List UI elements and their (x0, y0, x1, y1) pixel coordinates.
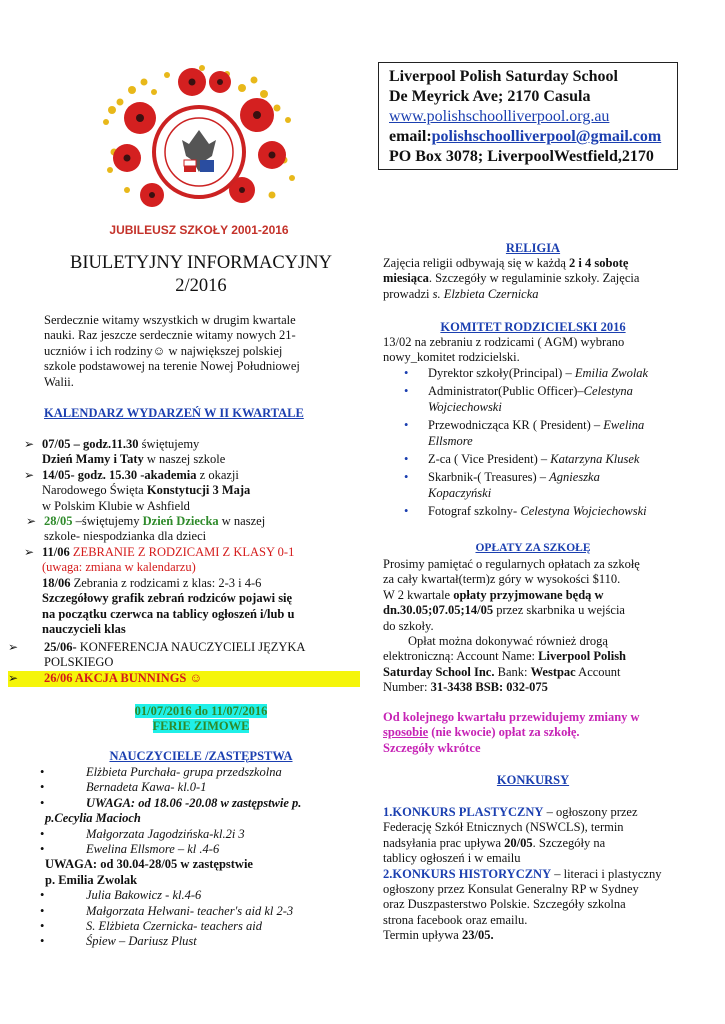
substitute-teacher: p.Cecylia Macioch (45, 811, 141, 826)
website-link[interactable]: www.polishschoolliverpool.org.au (389, 108, 610, 125)
event-text: z okazji (196, 468, 239, 482)
teachers-heading: NAUCZYCIELE /ZASTĘPSTWA (109, 749, 293, 763)
contest-title: 2.KONKURS HISTORYCZNY (383, 866, 552, 881)
committee-text: 13/02 na zebraniu z rodzicami ( AGM) wybrano (383, 335, 625, 349)
notice-text: (nie kwocie) opłat za szkołę. (428, 725, 580, 740)
school-address-box (378, 62, 678, 170)
intro-line: Walii. (44, 374, 74, 389)
bullet-icon: • (40, 888, 45, 903)
notice-text: Od kolejnego kwartału przewidujemy zmiany w (383, 710, 640, 724)
event-bunnings: 26/06 AKCJA BUNNINGS ☺ (44, 671, 203, 685)
event-text: świętujemy (138, 437, 200, 451)
list-item (404, 418, 694, 449)
list-item (404, 470, 694, 501)
bullet-icon: • (404, 452, 409, 467)
member-name: Celestyna (583, 384, 633, 399)
welcome-paragraph (44, 313, 364, 390)
fees-heading: OPŁATY ZA SZKOŁĘ (475, 542, 591, 554)
list-item (404, 366, 694, 381)
email-link[interactable]: polishschoolliverpool@gmail.com (431, 128, 662, 145)
member-role: Skarbnik-( Treasures) – (428, 470, 550, 485)
account-number: 31-3438 BSB: 032-075 (430, 680, 548, 695)
arrow-bullet-icon: ➢ (24, 545, 35, 559)
list-item (40, 765, 370, 780)
contests-paragraph (383, 805, 703, 944)
member-name: Agnieszka (549, 470, 600, 485)
contest-title: 1.KONKURS PLASTYCZNY (383, 805, 544, 819)
contest-text: tablicy ogłoszeń i w emailu (383, 851, 521, 866)
contest-text: Federację Szkół Etnicznych (NSWCLS), termin (383, 820, 624, 835)
po-box: PO Box 3078; LiverpoolWestfield,2170 (389, 148, 654, 165)
event-title: Dzień Dziecka (142, 514, 219, 528)
bullet-icon: • (40, 903, 45, 918)
member-role: Dyrektor szkoły(Principal) – (428, 366, 575, 380)
member-name: Katarzyna Klusek (550, 452, 640, 467)
teacher-entry: Małgorzata Jagodzińska-kl.2i 3 (86, 826, 245, 841)
contest-text: nadsyłania prac upływa (383, 835, 505, 850)
list-item (40, 888, 370, 903)
notice-text: Szczegóły wkrótce (383, 740, 481, 755)
bullet-icon: • (404, 504, 409, 519)
teacher-entry: Bernadeta Kawa- kl.0-1 (86, 780, 207, 795)
calendar-event (24, 437, 354, 468)
member-role: Przewodnicząca KR ( President) – (428, 418, 604, 433)
event-text: ZEBRANIE Z RODZICAMI Z KLASY 0-1 (69, 545, 295, 559)
fees-text: Opłat można dokonywać również drogą (383, 634, 608, 649)
bunnings-highlight (8, 671, 360, 687)
event-note: Szczegółowy grafik zebrań rodziców pojawi się (42, 591, 293, 606)
bulletin-title (40, 252, 362, 298)
list-item (40, 934, 370, 949)
event-text: w naszej szkole (143, 452, 226, 467)
notice-emphasis: sposobie (383, 725, 429, 740)
list-item (404, 504, 694, 519)
calendar-event (24, 468, 354, 514)
flower-wreath-emblem (92, 60, 307, 245)
holiday-label: FERIE ZIMOWE (152, 719, 250, 734)
arrow-bullet-icon: ➢ (26, 514, 37, 528)
jubilee-caption: JUBILEUSZ SZKOŁY 2001-2016 (109, 223, 289, 237)
teacher-entry: Elżbieta Purchała- grupa przedszkolna (86, 765, 282, 779)
holiday-dates: 01/07/2016 do 11/07/2016 (134, 704, 268, 718)
committee-intro (383, 335, 693, 366)
fee-change-notice (383, 710, 703, 756)
bank-name: Westpac (530, 664, 576, 679)
teacher-entry: Małgorzata Helwani- teacher's aid kl 2-3 (86, 903, 294, 918)
member-role: Z-ca ( Vice President) – (428, 452, 551, 467)
event-text: Zebrania z rodzicami z klas: 2-3 i 4-6 (70, 575, 262, 590)
event-text: w naszej (218, 514, 266, 528)
religion-paragraph (383, 256, 693, 302)
committee-members (404, 366, 694, 520)
winter-holidays (40, 704, 362, 735)
school-name: Liverpool Polish Saturday School (389, 68, 618, 85)
member-role: Administrator(Public Officer)– (428, 384, 584, 399)
event-date: 18/06 (42, 575, 71, 590)
event-date: 28/05 (44, 514, 73, 528)
member-name: Emilia Zwolak (574, 366, 649, 380)
fees-text: Prosimy pamiętać o regularnych opłatach za szkołę (383, 557, 640, 571)
teacher-entry: Julia Bakowicz - kl.4-6 (86, 888, 202, 903)
teacher-entry: Śpiew – Dariusz Plust (86, 934, 197, 949)
member-name: Kopaczyński (428, 485, 492, 500)
list-item (40, 796, 370, 811)
bullet-icon: • (404, 418, 409, 433)
substitution-note: UWAGA: od 18.06 -20.08 w zastępstwie p. (86, 795, 302, 810)
list-item (40, 780, 370, 795)
member-name: Wojciechowski (428, 399, 502, 414)
event-date: 11/06 (42, 545, 70, 559)
contest-text: . Szczegóły na (532, 835, 606, 850)
account-name: Liverpool Polish (538, 649, 627, 664)
committee-text: nowy_komitet rodzicielski. (383, 350, 520, 365)
fees-text: elektroniczną: Account Name: (383, 649, 539, 664)
fees-text: Number: (383, 680, 431, 695)
contest-text: Termin upływa (383, 928, 462, 943)
calendar-event (26, 514, 356, 545)
religion-text: . Szczegóły w regulaminie szkoły. Zajęcia (428, 271, 640, 286)
bullet-icon: • (40, 780, 45, 795)
religion-days: miesiąca (383, 271, 429, 286)
intro-line: Serdecznie witamy wszystkich w drugim kwartale (44, 313, 296, 327)
committee-heading: KOMITET RODZICIELSKI 2016 (440, 320, 626, 334)
event-text: POLSKIEGO (44, 655, 114, 670)
event-note: na początku czerwca na tablicy ogłoszeń i/lub u (42, 606, 295, 621)
list-item (404, 384, 694, 415)
event-date: 14/05- godz. 15.30 -akademia (42, 468, 197, 482)
email-label: email: (389, 128, 432, 145)
bulletin-title-line1: BIULETYJNY INFORMACYJNY (70, 253, 332, 273)
list-item (40, 842, 370, 857)
intro-line: szkole podstawowej na terenie Nowej Południowej (44, 359, 300, 374)
fees-text: do szkoły. (383, 618, 434, 633)
religion-days: 2 i 4 sobotę (569, 256, 629, 270)
teachers-list (40, 765, 370, 950)
event-text: KONFERENCJA NAUCZYCIELI JĘZYKA (76, 640, 306, 654)
event-text: szkole- niespodzianka dla dzieci (44, 529, 207, 544)
bullet-icon: • (40, 765, 45, 779)
list-item (40, 827, 370, 842)
fees-text: przez skarbnika u wejścia (493, 603, 625, 618)
list-item (40, 919, 370, 934)
event-date: 07/05 – godz.11.30 (42, 437, 139, 451)
contest-text: – ogłoszony przez (543, 805, 638, 819)
contest-text: oraz Duszpasterstwo Polskie. Szczegóły szkolna (383, 897, 626, 912)
bullet-icon: • (404, 470, 409, 485)
fees-text: W 2 kwartale (383, 587, 454, 602)
fees-text: za cały kwartał(term)z góry w wysokości $110. (383, 572, 621, 587)
fees-text: Bank: (494, 664, 531, 679)
bullet-icon: • (40, 826, 45, 841)
contest-deadline: 20/05 (504, 835, 533, 850)
bullet-icon: • (40, 934, 45, 949)
bullet-icon: • (404, 384, 409, 399)
event-title: Konstytucji 3 Maja (146, 483, 251, 498)
member-name: Celestyna Wojciechowski (520, 504, 647, 519)
event-note: nauczycieli klas (42, 622, 126, 637)
religion-text: prowadzi (383, 286, 433, 301)
event-note: (uwaga: zmiana w kalendarzu) (42, 560, 196, 575)
school-jubilee-logo (92, 60, 307, 245)
member-name: Ewelina (603, 418, 645, 433)
teacher-entry: S. Elżbieta Czernicka- teachers aid (86, 919, 263, 934)
intro-line: uczniów i ich rodziny☺ w największej polskiej (44, 343, 283, 358)
fees-dates: dn.30.05;07.05;14/05 (383, 603, 494, 618)
fees-paragraph (383, 557, 698, 696)
calendar-event (8, 640, 358, 671)
contests-heading: KONKURSY (496, 773, 570, 787)
school-street: De Meyrick Ave; 2170 Casula (389, 88, 591, 105)
religion-heading: RELIGIA (505, 241, 561, 255)
list-item (404, 452, 694, 467)
religion-text: Zajęcia religii odbywają się w każdą (383, 256, 570, 270)
calendar-event (24, 545, 364, 637)
event-text: –świętujemy (72, 514, 143, 528)
contest-text: strona facebook oraz emailu. (383, 912, 528, 927)
arrow-bullet-icon: ➢ (24, 437, 35, 451)
list-item (40, 904, 370, 919)
contest-deadline: 23/05. (461, 928, 494, 943)
account-name: Saturday School Inc. (383, 664, 495, 679)
substitute-teacher: p. Emilia Zwolak (45, 872, 138, 887)
fees-emphasis: opłaty przyjmowane będą w (453, 587, 604, 602)
religion-teacher: s. Elzbieta Czernicka (432, 286, 539, 301)
arrow-bullet-icon: ➢ (24, 468, 35, 482)
contest-text: ogłoszony przez Konsulat Generalny RP w Sydney (383, 882, 639, 897)
arrow-bullet-icon: ➢ (8, 640, 19, 654)
event-date: 25/06- (44, 640, 77, 654)
bullet-icon: • (404, 366, 409, 380)
arrow-bullet-icon: ➢ (8, 671, 19, 685)
intro-line: nauki. Raz jeszcze serdecznie witamy nowych 21- (44, 328, 296, 343)
bullet-icon: • (40, 795, 45, 810)
bullet-icon: • (40, 842, 45, 857)
calendar-heading: KALENDARZ WYDARZEŃ W II KWARTALE (44, 406, 304, 420)
event-text: w Polskim Klubie w Ashfield (42, 498, 190, 513)
bullet-icon: • (40, 919, 45, 934)
contest-text: – literaci i plastyczny (551, 866, 662, 881)
teacher-entry: Ewelina Ellsmore – kl .4-6 (86, 842, 220, 857)
bulletin-issue-number: 2/2016 (175, 276, 227, 296)
substitution-note: UWAGA: od 30.04-28/05 w zastępstwie (45, 857, 253, 872)
member-role: Fotograf szkolny- (428, 504, 521, 519)
member-name: Ellsmore (428, 433, 473, 448)
event-text: Narodowego Święta (42, 483, 147, 498)
event-title: Dzień Mamy i Taty (42, 452, 144, 467)
fees-text: Account (575, 664, 621, 679)
